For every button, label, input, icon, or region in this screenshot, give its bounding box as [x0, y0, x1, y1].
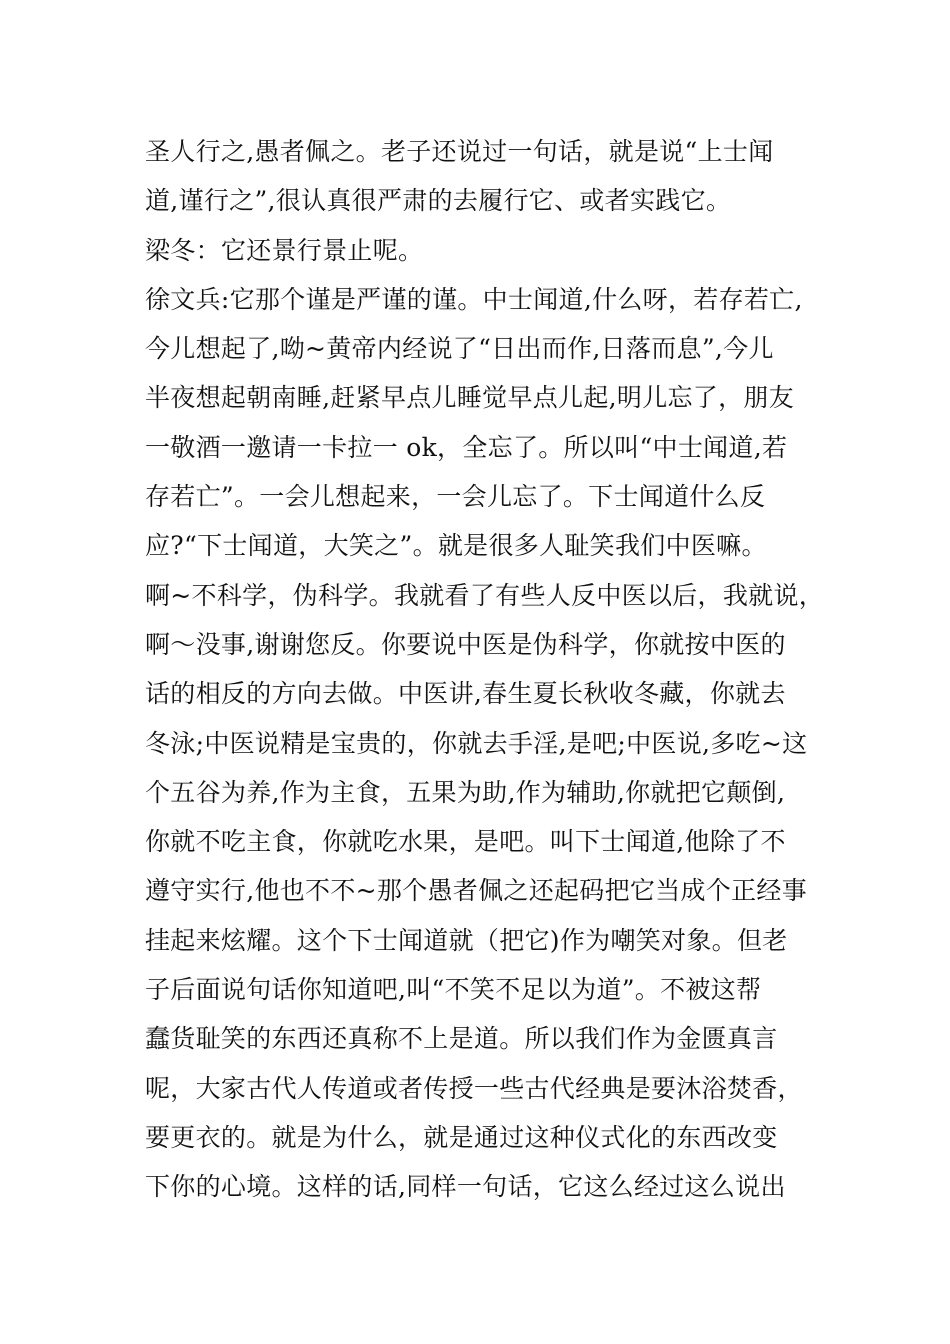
text-line: 半夜想起朝南睡,赶紧早点儿睡觉早点儿起,明儿忘了，朋友 — [145, 383, 794, 413]
text-line: 圣人行之,愚者佩之。老子还说过一句话，就是说“上士闻 — [145, 137, 774, 166]
text-line: 一敬酒一邀请一卡拉一 ok，全忘了。所以叫“中士闻道,若 — [145, 432, 788, 462]
text-line: 今儿想起了,呦~黄帝内经说了“日出而作,日落而息”,今儿 — [145, 334, 774, 364]
text-line: 蠢货耻笑的东西还真称不上是道。所以我们作为金匮真言 — [145, 1024, 778, 1054]
text-line: 冬泳;中医说精是宝贵的，你就去手淫,是吧;中医说,多吃~这 — [145, 728, 808, 758]
text-line: 遵守实行,他也不不~那个愚者佩之还起码把它当成个正经事 — [145, 876, 807, 906]
text-line: 应?“下士闻道，大笑之”。就是很多人耻笑我们中医嘛。 — [145, 531, 767, 561]
text-line: 存若亡”。一会儿想起来，一会儿忘了。下士闻道什么反 — [145, 482, 766, 512]
text-line: 啊~不科学，伪科学。我就看了有些人反中医以后，我就说， — [145, 580, 825, 610]
text-line: 梁冬：它还景行景止呢。 — [145, 235, 424, 265]
document-body — [145, 127, 825, 1212]
text-line: 要更衣的。就是为什么，就是通过这种仪式化的东西改变 — [145, 1122, 778, 1152]
text-line: 啊～没事,谢谢您反。你要说中医是伪科学，你就按中医的 — [145, 629, 786, 659]
text-line: 呢，大家古代人传道或者传授一些古代经典是要沐浴焚香， — [145, 1073, 803, 1103]
text-line: 个五谷为养,作为主食，五果为助,作为辅助,你就把它颠倒, — [145, 777, 786, 807]
text-line: 徐文兵:它那个谨是严谨的谨。中士闻道,什么呀，若存若亡, — [145, 284, 803, 314]
text-line: 你就不吃主食，你就吃水果，是吧。叫下士闻道,他除了不 — [145, 827, 786, 857]
text-line: 下你的心境。这样的话,同样一句话，它这么经过这么说出 — [145, 1172, 786, 1202]
text-line: 道,谨行之”,很认真很严肃的去履行它、或者实践它。 — [145, 186, 732, 216]
text-line: 子后面说句话你知道吧,叫“不笑不足以为道”。不被这帮 — [145, 975, 762, 1005]
text-line: 挂起来炫耀。这个下士闻道就（把它)作为嘲笑对象。但老 — [145, 925, 788, 955]
text-line: 话的相反的方向去做。中医讲,春生夏长秋收冬藏，你就去 — [145, 679, 786, 709]
